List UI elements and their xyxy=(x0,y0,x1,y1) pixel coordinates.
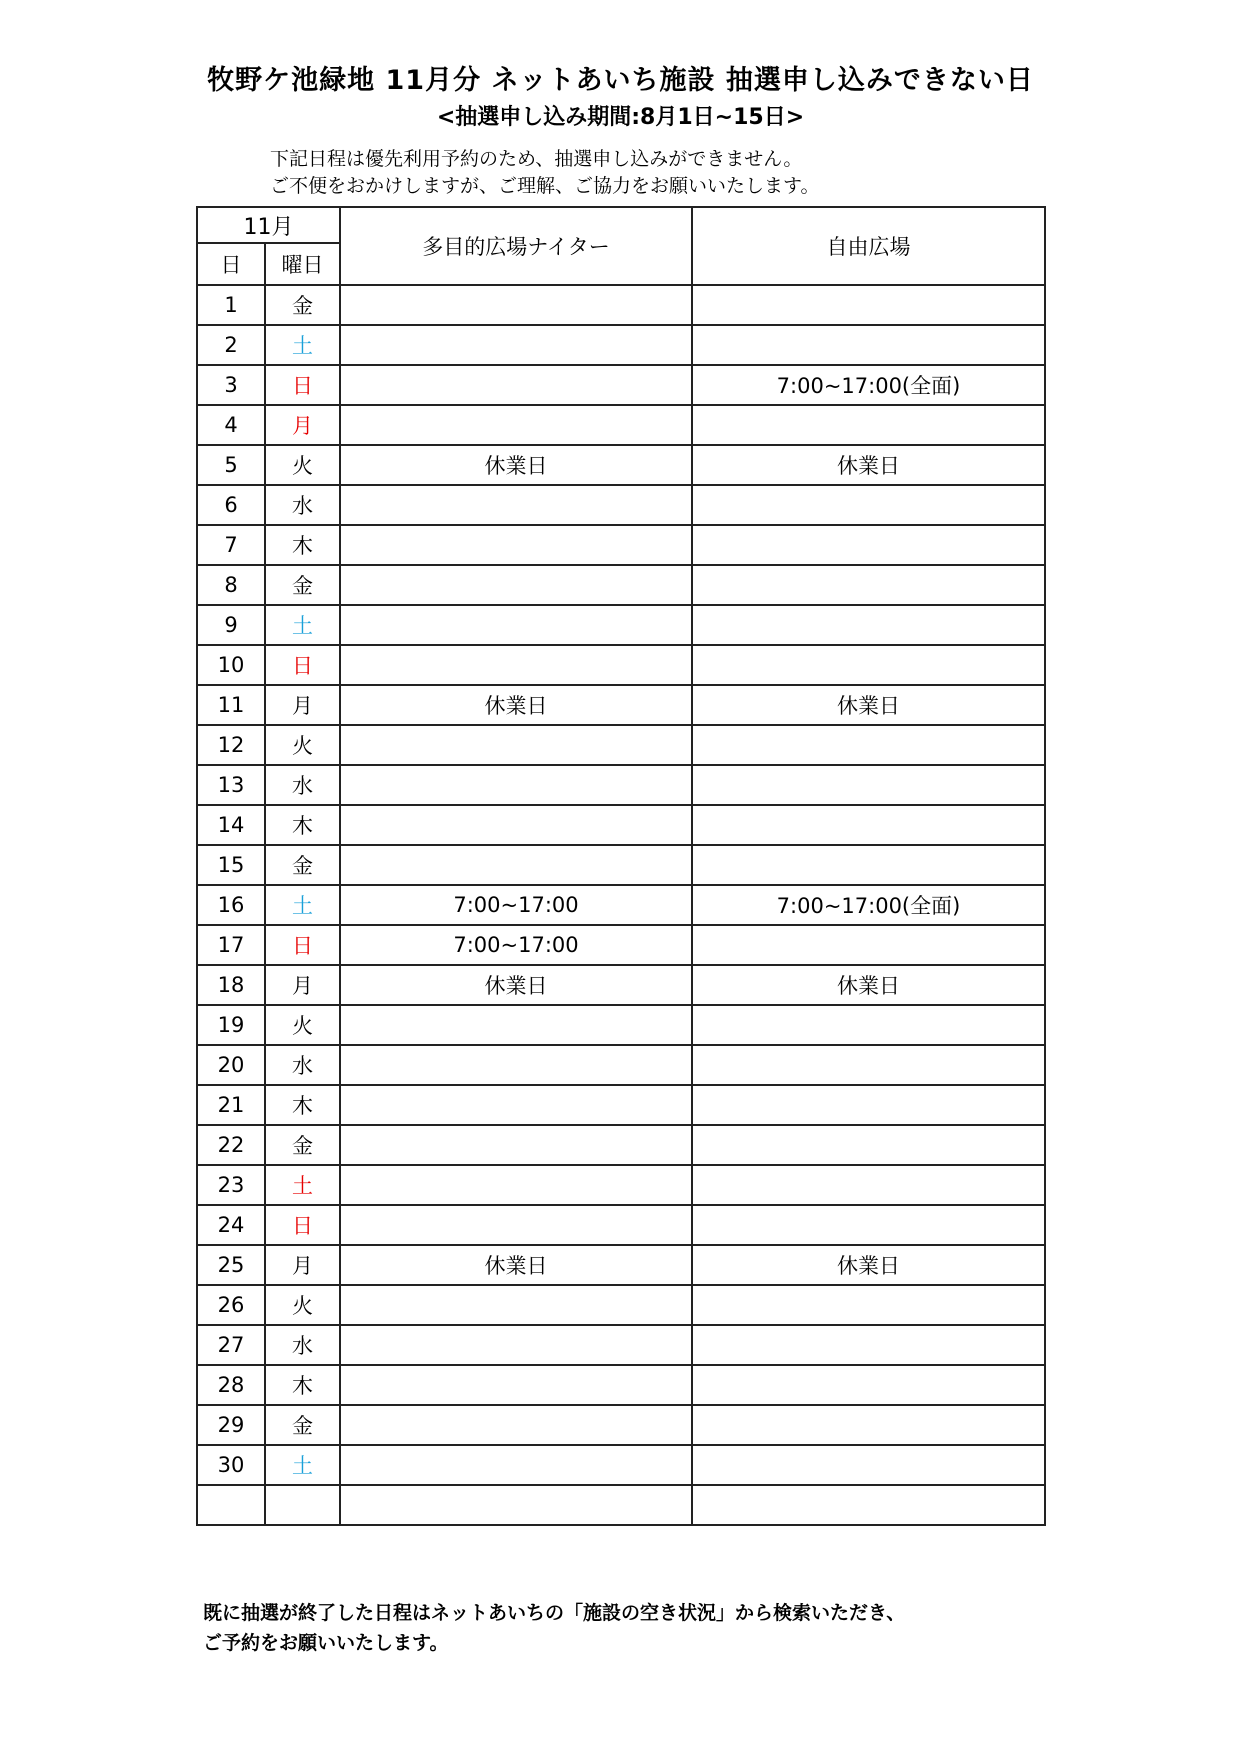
table-row xyxy=(197,1245,1045,1285)
free-plaza-cell xyxy=(692,485,1045,525)
footer-line: 既に抽選が終了した日程はネットあいちの「施設の空き状況」から検索いただき、 xyxy=(203,1602,906,1624)
weekday-cell: 水 xyxy=(265,1325,340,1365)
table-row xyxy=(197,1045,1045,1085)
table-row xyxy=(197,645,1045,685)
table-row xyxy=(197,285,1045,325)
night-plaza-cell: 7:00~17:00 xyxy=(340,885,692,925)
weekday-cell: 土 xyxy=(265,325,340,365)
day-cell xyxy=(197,1485,265,1525)
schedule-table xyxy=(196,206,1046,1526)
month-header: 11月 xyxy=(197,207,340,243)
day-cell: 25 xyxy=(197,1245,265,1285)
day-cell: 7 xyxy=(197,525,265,565)
day-cell: 17 xyxy=(197,925,265,965)
table-row xyxy=(197,1365,1045,1405)
table-row xyxy=(197,565,1045,605)
table-row xyxy=(197,845,1045,885)
day-cell: 11 xyxy=(197,685,265,725)
column-header-day: 日 xyxy=(197,243,265,285)
weekday-cell: 金 xyxy=(265,845,340,885)
free-plaza-cell: 休業日 xyxy=(692,965,1045,1005)
day-cell: 13 xyxy=(197,765,265,805)
free-plaza-cell xyxy=(692,1165,1045,1205)
day-cell: 22 xyxy=(197,1125,265,1165)
schedule-body xyxy=(197,285,1045,1525)
table-row xyxy=(197,1125,1045,1165)
free-plaza-cell xyxy=(692,405,1045,445)
free-plaza-cell xyxy=(692,1285,1045,1325)
weekday-cell: 木 xyxy=(265,1085,340,1125)
table-row xyxy=(197,605,1045,645)
night-plaza-cell xyxy=(340,725,692,765)
weekday-cell: 水 xyxy=(265,1045,340,1085)
free-plaza-cell xyxy=(692,1405,1045,1445)
night-plaza-cell xyxy=(340,565,692,605)
table-row xyxy=(197,1485,1045,1525)
night-plaza-cell xyxy=(340,805,692,845)
day-cell: 12 xyxy=(197,725,265,765)
free-plaza-cell xyxy=(692,285,1045,325)
weekday-cell: 日 xyxy=(265,365,340,405)
free-plaza-cell: 7:00~17:00(全面) xyxy=(692,365,1045,405)
day-cell: 14 xyxy=(197,805,265,845)
column-header-weekday: 曜日 xyxy=(265,243,340,285)
weekday-cell: 月 xyxy=(265,965,340,1005)
weekday-cell: 土 xyxy=(265,605,340,645)
weekday-cell: 木 xyxy=(265,1365,340,1405)
night-plaza-cell xyxy=(340,645,692,685)
table-row xyxy=(197,365,1045,405)
application-period: <抽選申し込み期間:8月1日~15日> xyxy=(436,105,805,130)
free-plaza-cell xyxy=(692,645,1045,685)
free-plaza-cell: 休業日 xyxy=(692,445,1045,485)
table-row xyxy=(197,485,1045,525)
table-row xyxy=(197,1165,1045,1205)
night-plaza-cell xyxy=(340,605,692,645)
footer-note xyxy=(203,1598,905,1658)
weekday-cell: 土 xyxy=(265,1445,340,1485)
day-cell: 2 xyxy=(197,325,265,365)
night-plaza-cell xyxy=(340,285,692,325)
day-cell: 24 xyxy=(197,1205,265,1245)
free-plaza-cell xyxy=(692,805,1045,845)
free-plaza-cell: 休業日 xyxy=(692,685,1045,725)
weekday-cell: 金 xyxy=(265,565,340,605)
table-row xyxy=(197,1405,1045,1445)
night-plaza-cell xyxy=(340,405,692,445)
free-plaza-cell xyxy=(692,1485,1045,1525)
day-cell: 8 xyxy=(197,565,265,605)
night-plaza-cell xyxy=(340,1125,692,1165)
day-cell: 30 xyxy=(197,1445,265,1485)
weekday-cell: 月 xyxy=(265,405,340,445)
table-row xyxy=(197,1205,1045,1245)
weekday-cell: 木 xyxy=(265,805,340,845)
weekday-cell: 水 xyxy=(265,485,340,525)
day-cell: 16 xyxy=(197,885,265,925)
weekday-cell: 月 xyxy=(265,1245,340,1285)
table-row xyxy=(197,1005,1045,1045)
weekday-cell: 金 xyxy=(265,1125,340,1165)
weekday-cell: 金 xyxy=(265,1405,340,1445)
weekday-cell: 水 xyxy=(265,765,340,805)
free-plaza-cell: 休業日 xyxy=(692,1245,1045,1285)
weekday-cell: 日 xyxy=(265,1205,340,1245)
free-plaza-cell xyxy=(692,1125,1045,1165)
night-plaza-cell xyxy=(340,1485,692,1525)
night-plaza-cell xyxy=(340,1405,692,1445)
day-cell: 21 xyxy=(197,1085,265,1125)
weekday-cell: 土 xyxy=(265,885,340,925)
day-cell: 15 xyxy=(197,845,265,885)
day-cell: 19 xyxy=(197,1005,265,1045)
night-plaza-cell xyxy=(340,525,692,565)
table-row xyxy=(197,925,1045,965)
night-plaza-cell xyxy=(340,765,692,805)
weekday-cell: 月 xyxy=(265,685,340,725)
table-row xyxy=(197,1285,1045,1325)
day-cell: 4 xyxy=(197,405,265,445)
free-plaza-cell xyxy=(692,845,1045,885)
notice-line: 下記日程は優先利用予約のため、抽選申し込みができません。 xyxy=(270,148,803,170)
night-plaza-cell xyxy=(340,1365,692,1405)
free-plaza-cell xyxy=(692,325,1045,365)
night-plaza-cell xyxy=(340,1445,692,1485)
free-plaza-cell xyxy=(692,1445,1045,1485)
day-cell: 1 xyxy=(197,285,265,325)
free-plaza-cell xyxy=(692,1205,1045,1245)
weekday-cell: 火 xyxy=(265,1005,340,1045)
night-plaza-cell xyxy=(340,1285,692,1325)
table-row xyxy=(197,525,1045,565)
night-plaza-cell xyxy=(340,1325,692,1365)
night-plaza-cell xyxy=(340,1005,692,1045)
night-plaza-cell xyxy=(340,485,692,525)
table-row xyxy=(197,765,1045,805)
free-plaza-cell xyxy=(692,1085,1045,1125)
day-cell: 20 xyxy=(197,1045,265,1085)
free-plaza-cell xyxy=(692,765,1045,805)
night-plaza-cell xyxy=(340,325,692,365)
table-row xyxy=(197,805,1045,845)
table-row xyxy=(197,445,1045,485)
night-plaza-cell xyxy=(340,845,692,885)
footer-line: ご予約をお願いいたします。 xyxy=(203,1632,449,1654)
day-cell: 10 xyxy=(197,645,265,685)
free-plaza-cell xyxy=(692,725,1045,765)
notice-text xyxy=(270,146,819,200)
weekday-cell: 火 xyxy=(265,1285,340,1325)
table-row xyxy=(197,1445,1045,1485)
free-plaza-cell xyxy=(692,1325,1045,1365)
night-plaza-cell: 休業日 xyxy=(340,965,692,1005)
weekday-cell: 金 xyxy=(265,285,340,325)
night-plaza-cell xyxy=(340,1165,692,1205)
table-row xyxy=(197,1085,1045,1125)
notice-line: ご不便をおかけしますが、ご理解、ご協力をお願いいたします。 xyxy=(270,175,820,197)
weekday-cell: 日 xyxy=(265,925,340,965)
column-header-free-plaza: 自由広場 xyxy=(692,207,1045,285)
free-plaza-cell xyxy=(692,1365,1045,1405)
table-row xyxy=(197,725,1045,765)
table-row xyxy=(197,325,1045,365)
table-row xyxy=(197,405,1045,445)
weekday-cell: 火 xyxy=(265,725,340,765)
night-plaza-cell xyxy=(340,1205,692,1245)
day-cell: 5 xyxy=(197,445,265,485)
day-cell: 3 xyxy=(197,365,265,405)
table-row xyxy=(197,885,1045,925)
day-cell: 26 xyxy=(197,1285,265,1325)
table-row xyxy=(197,965,1045,1005)
night-plaza-cell xyxy=(340,1085,692,1125)
weekday-cell: 土 xyxy=(265,1165,340,1205)
table-row xyxy=(197,685,1045,725)
night-plaza-cell: 休業日 xyxy=(340,445,692,485)
night-plaza-cell: 休業日 xyxy=(340,1245,692,1285)
day-cell: 6 xyxy=(197,485,265,525)
free-plaza-cell xyxy=(692,1005,1045,1045)
page-title: 牧野ケ池緑地 11月分 ネットあいち施設 抽選申し込みできない日 xyxy=(207,65,1034,96)
night-plaza-cell: 7:00~17:00 xyxy=(340,925,692,965)
weekday-cell: 火 xyxy=(265,445,340,485)
table-row xyxy=(197,1325,1045,1365)
day-cell: 29 xyxy=(197,1405,265,1445)
free-plaza-cell xyxy=(692,525,1045,565)
free-plaza-cell xyxy=(692,565,1045,605)
night-plaza-cell xyxy=(340,1045,692,1085)
free-plaza-cell: 7:00~17:00(全面) xyxy=(692,885,1045,925)
weekday-cell: 木 xyxy=(265,525,340,565)
free-plaza-cell xyxy=(692,605,1045,645)
free-plaza-cell xyxy=(692,925,1045,965)
night-plaza-cell xyxy=(340,365,692,405)
weekday-cell: 日 xyxy=(265,645,340,685)
day-cell: 27 xyxy=(197,1325,265,1365)
free-plaza-cell xyxy=(692,1045,1045,1085)
column-header-night-plaza: 多目的広場ナイター xyxy=(340,207,692,285)
day-cell: 18 xyxy=(197,965,265,1005)
day-cell: 9 xyxy=(197,605,265,645)
night-plaza-cell: 休業日 xyxy=(340,685,692,725)
weekday-cell xyxy=(265,1485,340,1525)
day-cell: 23 xyxy=(197,1165,265,1205)
day-cell: 28 xyxy=(197,1365,265,1405)
